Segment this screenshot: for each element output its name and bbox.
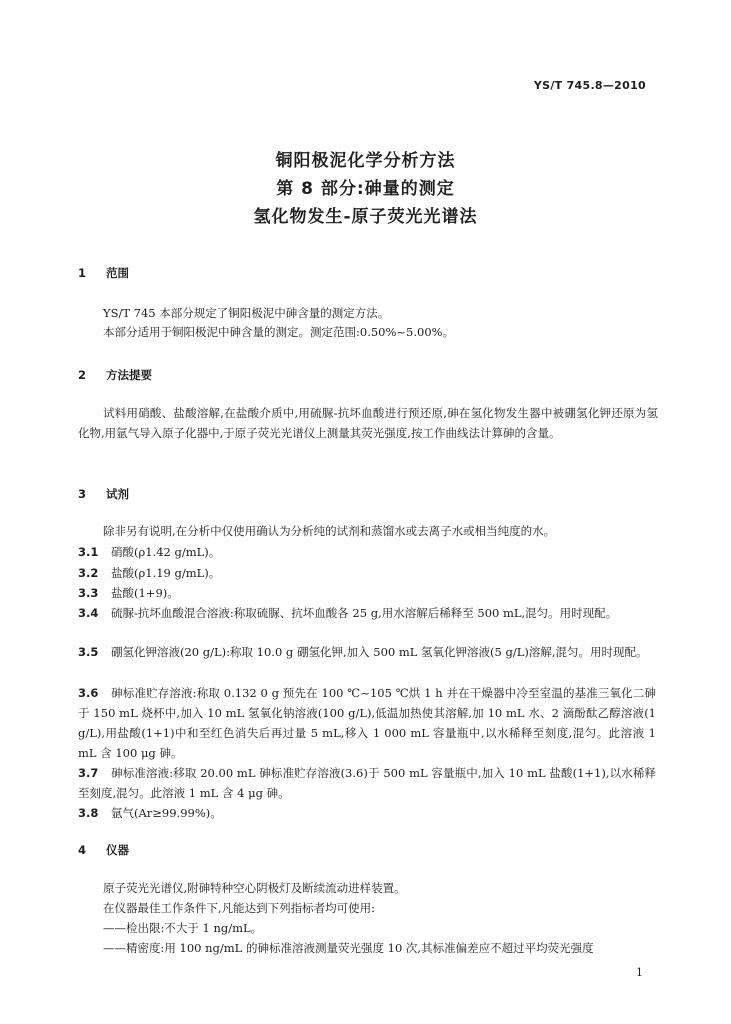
clause-3-1 [78,542,656,562]
section-number: 2 [78,368,87,382]
apparatus-line-1: 原子荧光光谱仪,附砷特种空心阴极灯及断续流动进样装置。 [103,881,406,895]
clause-number: 3.8 [78,806,99,820]
clause-3-2 [78,563,656,583]
scope-line-2: 本部分适用于铜阳极泥中砷含量的测定。测定范围:0.50%~5.00%。 [103,325,455,339]
clause-number: 3.4 [78,606,99,620]
clause-3-6 [78,683,656,763]
section-title: 仪器 [106,843,129,857]
method-summary-paragraph: 试料用硝酸、盐酸溶解,在盐酸介质中,用硫脲-抗坏血酸进行预还原,砷在氢化物发生器中被硼氢化钾还原为氢化物,用氩气导入原子化器中,于原子荧光光谱仪上测量其荧光强度,按工作曲线法计算砷的含量。 [78,406,658,440]
apparatus-line-3: ——检出限:不大于 1 ng/mL。 [103,921,263,935]
clause-number: 3.2 [78,566,99,580]
section-heading-reagents [78,486,129,502]
scope-line-1: YS/T 745 本部分规定了铜阳极泥中砷含量的测定方法。 [103,306,390,320]
clause-number: 3.1 [78,545,99,559]
clause-number: 3.5 [78,645,99,659]
clause-text: 硼氢化钾溶液(20 g/L):称取 10.0 g 硼氢化钾,加入 500 mL 氢氧化钾溶液(5 g/L)溶解,混匀。用时现配。 [111,645,648,659]
clause-text: 硝酸(ρ1.42 g/mL)。 [111,545,221,559]
title-line-2: 第 8 部分:砷量的测定 [276,179,455,199]
section-heading-method-summary [78,367,152,383]
section-heading-apparatus [78,842,129,858]
clause-text: 氩气(Ar≥99.99%)。 [111,806,222,820]
clause-text: 盐酸(1+9)。 [111,586,179,600]
section-title: 方法提要 [106,368,152,382]
clause-3-8 [78,803,656,823]
section-heading-scope [78,265,129,281]
reagents-intro: 除非另有说明,在分析中仅使用确认为分析纯的试剂和蒸馏水或去离子水或相当纯度的水。 [103,524,556,538]
section-number: 4 [78,843,87,857]
section-title: 试剂 [106,487,129,501]
clause-3-7 [78,763,656,803]
clause-number: 3.3 [78,586,99,600]
clause-text: 砷标准溶液:移取 20.00 mL 砷标准贮存溶液(3.6)于 500 mL 容量瓶中,加入 10 mL 盐酸(1+1),以水稀释至刻度,混匀。此溶液 1 mL 含 4 μg 砷。 [78,766,656,800]
clause-text: 盐酸(ρ1.19 g/mL)。 [111,566,221,580]
standard-number: YS/T 745.8—2010 [533,79,646,92]
clause-3-4 [78,603,656,623]
title-line-3: 氢化物发生-原子荧光光谱法 [253,207,478,227]
apparatus-line-2: 在仪器最佳工作条件下,凡能达到下列指标者均可使用: [103,901,376,915]
section-number: 3 [78,487,87,501]
clause-3-5 [78,642,656,662]
page-number: 1 [636,966,643,979]
clause-3-3 [78,583,656,603]
title-line-1: 铜阳极泥化学分析方法 [275,151,456,171]
apparatus-line-4: ——精密度:用 100 ng/mL 的砷标准溶液测量荧光强度 10 次,其标准偏差应不超过平均荧光强度 [103,941,594,955]
section-title: 范围 [106,266,129,280]
clause-number: 3.6 [78,686,99,700]
clause-number: 3.7 [78,766,99,780]
clause-text: 砷标准贮存溶液:称取 0.132 0 g 预先在 100 ℃~105 ℃烘 1 h 并在干燥器中冷至室温的基准三氧化二砷于 150 mL 烧杯中,加入 10 mL 氢氧化钠溶液(100 g/L),低温加热使其溶解,加 10 mL 水、2 滴酚酞乙醇溶液(1 g/L),用盐酸(1+1)中和至红色消失后再过量 5 mL,移入 1 000 mL 容量瓶中,以水稀释至刻度,混匀。此溶液 1 mL 含 100 μg 砷。 [78,686,656,760]
section-number: 1 [78,266,87,280]
clause-text: 硫脲-抗坏血酸混合溶液:称取硫脲、抗坏血酸各 25 g,用水溶解后稀释至 500 mL,混匀。用时现配。 [111,606,618,620]
